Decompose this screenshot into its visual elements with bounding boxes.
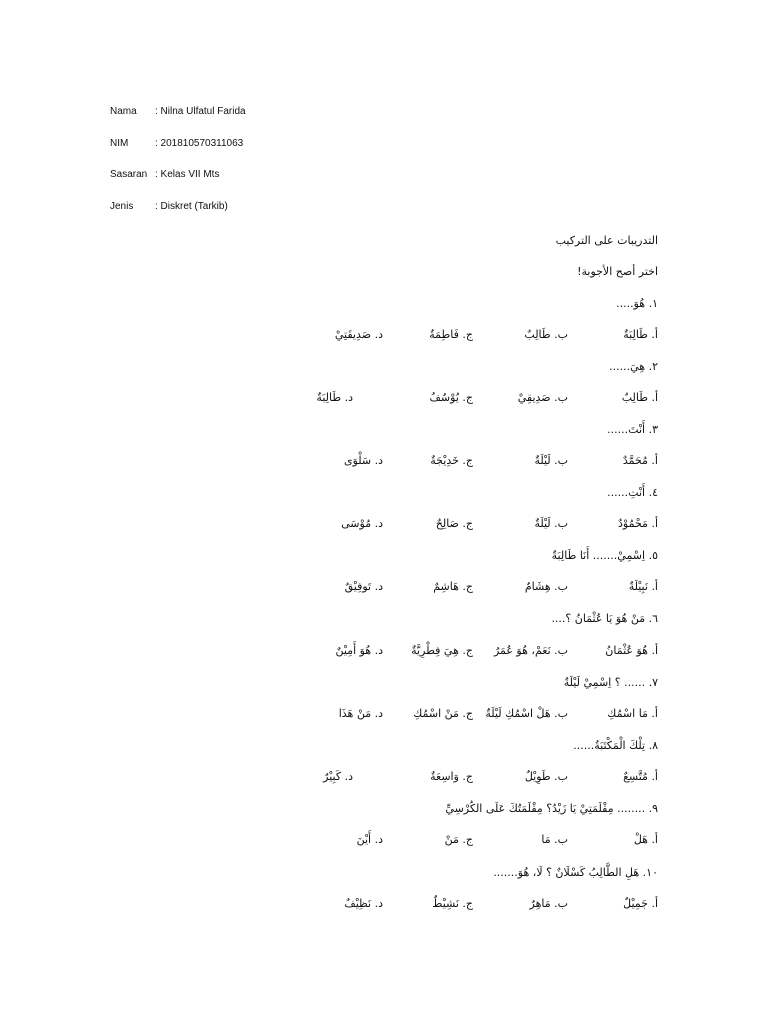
option-b: ب. طَالِبٌ — [524, 328, 568, 341]
question-text: ٢. هِيَ...... — [609, 360, 658, 373]
info-label: NIM — [110, 138, 129, 149]
option-b: ب. لَيْلَةٌ — [534, 517, 568, 530]
option-a: أ. هُوَ عُثْمَانُ — [605, 644, 658, 657]
option-d: د. سَلْوَى — [343, 454, 383, 467]
option-b: ب. طَوِيْلٌ — [524, 770, 568, 783]
info-value: : Nilna Ulfatul Farida — [155, 106, 246, 117]
option-b: ب. هَلْ اسْمُكِ لَيْلَةٌ — [485, 707, 568, 720]
question-text: ٧. ...... ؟ اِسْمِيْ لَيْلَةٌ — [563, 676, 658, 689]
info-label: Sasaran — [110, 169, 148, 180]
option-c: ج. فَاطِمَةٌ — [429, 328, 473, 341]
option-a: أ. جَمِيْلٌ — [623, 897, 658, 910]
option-d: د. مَنْ هَذَا — [338, 707, 383, 720]
option-c: ج. مَنْ اسْمُكِ — [413, 707, 473, 720]
info-value: : 201810570311063 — [155, 138, 244, 149]
option-c: ج. يُوْسُفُ — [429, 391, 473, 404]
option-c: ج. هَاشِمٌ — [433, 580, 473, 593]
option-a: أ. مُحَمَّدٌ — [622, 454, 658, 467]
question-text: ٤. أَنْتِ...... — [607, 486, 658, 499]
question-text: ٨. تِلْكَ الْمَكْتَبَةُ...... — [573, 739, 658, 752]
option-d: د. تَوفِيْقٌ — [344, 580, 383, 593]
option-a: أ. مُتَّسِعٌ — [623, 770, 658, 783]
option-c: ج. خَدِيْجَةٌ — [430, 454, 473, 467]
option-d: د. صَدِيقَتِيْ — [334, 328, 383, 341]
option-c: ج. هِيَ فِطْرِيَّةٌ — [411, 644, 473, 657]
option-a: أ. طَالِبَةٌ — [623, 328, 658, 341]
question-text: ١٠. هَلِ الطَّالِبُ كَسْلَانٌ ؟ لَا، هُوَ....... — [493, 866, 658, 879]
option-d: د. مُوْسَى — [341, 517, 383, 530]
info-label: Jenis — [110, 201, 134, 212]
option-a: أ. مَا اسْمُكِ — [607, 707, 658, 720]
option-b: ب. صَدِيقِيْ — [517, 391, 568, 404]
info-value: : Diskret (Tarkib) — [155, 201, 228, 212]
option-b: ب. مَا — [541, 833, 568, 846]
question-text: ١. هُوَ..... — [616, 297, 658, 310]
option-c: ج. صَالِحٌ — [435, 517, 473, 530]
option-b: ب. لَيْلَةٌ — [534, 454, 568, 467]
option-b: ب. نَعَمْ، هُوَ عُمَرُ — [493, 644, 568, 657]
option-b: ب. هِشَامٌ — [524, 580, 568, 593]
info-label: Nama — [110, 106, 137, 117]
exercise-title: التدريبات على التركيب — [555, 234, 658, 247]
option-d: د. أَيْنَ — [356, 833, 383, 846]
option-a: أ. هَلْ — [633, 833, 658, 846]
option-d: د. هُوَ أَمِيْنٌ — [335, 644, 383, 657]
option-d: د. نَظِيْفٌ — [344, 897, 383, 910]
option-d: د. كَبِيْرٌ — [323, 770, 353, 783]
question-text: ٥. اِسْمِيْ....... أَنَا طَالِبَةٌ — [551, 549, 658, 562]
info-value: : Kelas VII Mts — [155, 169, 220, 180]
option-c: ج. مَنْ — [444, 833, 473, 846]
option-a: أ. طَالِبٌ — [621, 391, 658, 404]
question-text: ٩. ........ مِقْلَمَتِيْ يَا زَيْدُ؟ مِقْلَمَتُكَ عَلَى الكُرْسِيِّ — [445, 802, 658, 815]
question-text: ٣. أَنْتَ...... — [607, 423, 658, 436]
option-c: ج. وَاسِعَةٌ — [430, 770, 473, 783]
exercise-instruction: اختر أصح الأجوبة! — [577, 265, 658, 278]
question-text: ٦. مَنْ هُوَ يَا عُثْمَانُ ؟.... — [551, 612, 658, 625]
option-a: أ. نَبِيْلَةٌ — [628, 580, 658, 593]
option-b: ب. مَاهِرٌ — [529, 897, 568, 910]
option-a: أ. مَحْمُوْدٌ — [618, 517, 658, 530]
option-c: ج. نَشِيْطٌ — [432, 897, 473, 910]
option-d: د. طَالِبَةٌ — [316, 391, 353, 404]
